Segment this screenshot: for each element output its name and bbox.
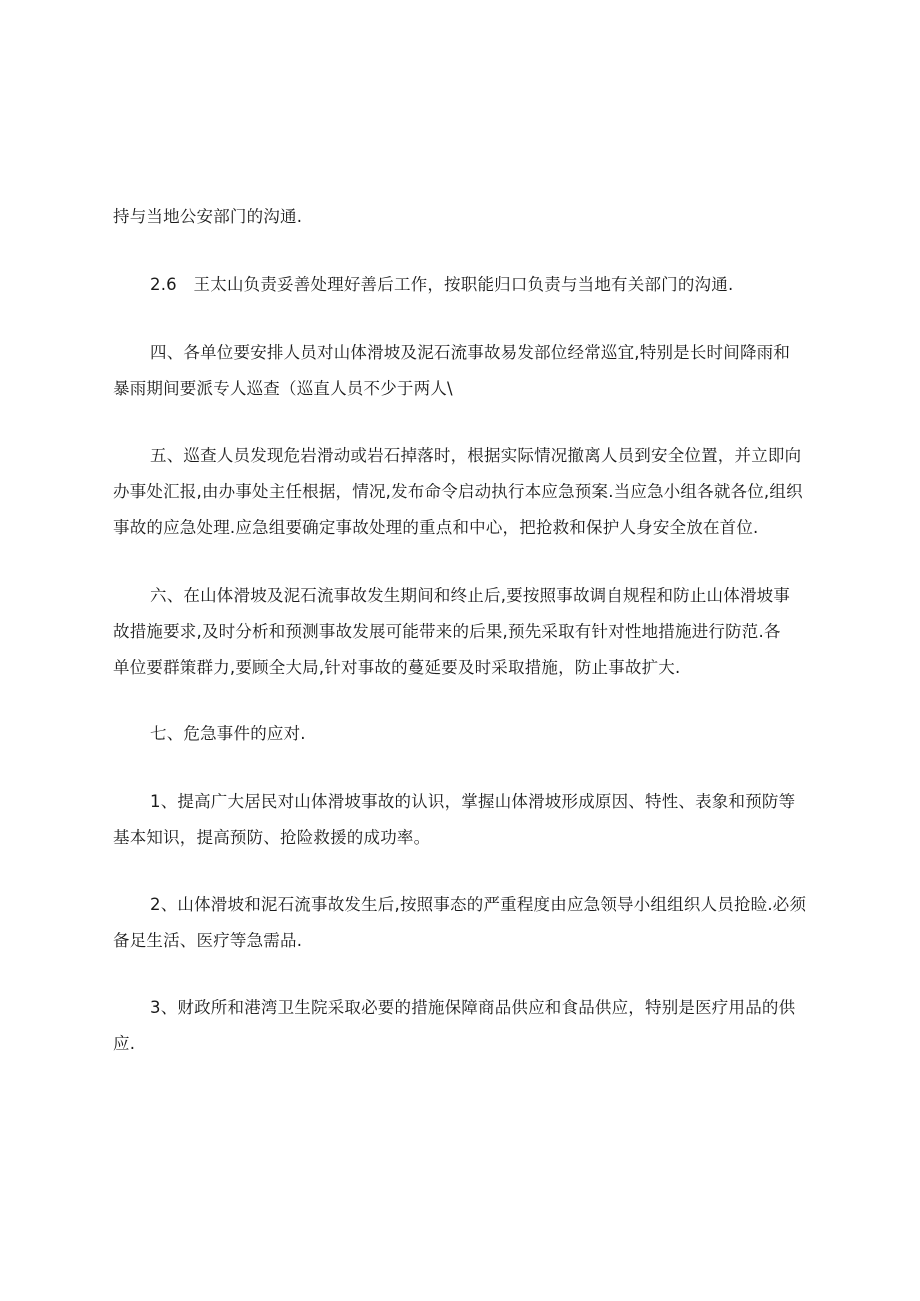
paragraph-5-line-2: 办事处汇报,由办事处主任根据，情况,发布命令启动执行本应急预案.当应急小组各就各位,组织 xyxy=(113,482,803,501)
paragraph-7-1-line-2: 基本知识，提高预防、抢险救援的成功率。 xyxy=(113,828,431,847)
paragraph-7-1-line-1: 1、提高广大居民对山体滑坡事故的认识，掌握山体滑坡形成原因、特性、表象和预防等 xyxy=(150,792,796,811)
paragraph-4-line-2: 暴雨期间要派专人巡查（巡直人员不少于两人\ xyxy=(113,379,453,398)
paragraph-6-line-3: 单位要群策群力,要顾全大局,针对事故的蔓延要及时采取措施，防止事故扩大. xyxy=(113,658,681,677)
paragraph-4-line-1: 四、各单位要安排人员对山体滑坡及泥石流事故易发部位经常巡宜,特别是长时间降雨和 xyxy=(150,343,791,362)
paragraph-6-line-2: 故措施要求,及时分析和预测事故发展可能带来的后果,预先采取有针对性地措施进行防范.各 xyxy=(113,622,781,641)
paragraph-7-heading: 七、危急事件的应对. xyxy=(150,724,306,743)
paragraph-5-line-3: 事故的应急处理.应急组要确定事故处理的重点和中心，把抢救和保护人身安全放在首位. xyxy=(113,518,759,537)
paragraph-5-line-1: 五、巡查人员发现危岩滑动或岩石掉落时，根据实际情况撤离人员到安全位置，并立即向 xyxy=(150,446,802,465)
paragraph-7-3-line-1: 3、财政所和港湾卫生院采取必要的措施保障商品供应和食品供应，特别是医疗用品的供 xyxy=(150,998,796,1017)
paragraph-7-3-line-2: 应. xyxy=(113,1034,136,1053)
paragraph-2-6-line-1: 2.6 王太山负责妥善处理好善后工作，按职能归口负责与当地有关部门的沟通. xyxy=(150,275,734,294)
paragraph-7-2-line-1: 2、山体滑坡和泥石流事故发生后,按照事态的严重程度由应急领导小组组织人员抢睑.必须 xyxy=(150,895,807,914)
paragraph-continuation-line-1: 持与当地公安部门的沟通. xyxy=(113,207,303,226)
paragraph-6-line-1: 六、在山体滑坡及泥石流事故发生期间和终止后,要按照事故调自规程和防止山体滑坡事 xyxy=(150,586,791,605)
paragraph-7-2-line-2: 备足生活、医疗等急需品. xyxy=(113,931,303,950)
